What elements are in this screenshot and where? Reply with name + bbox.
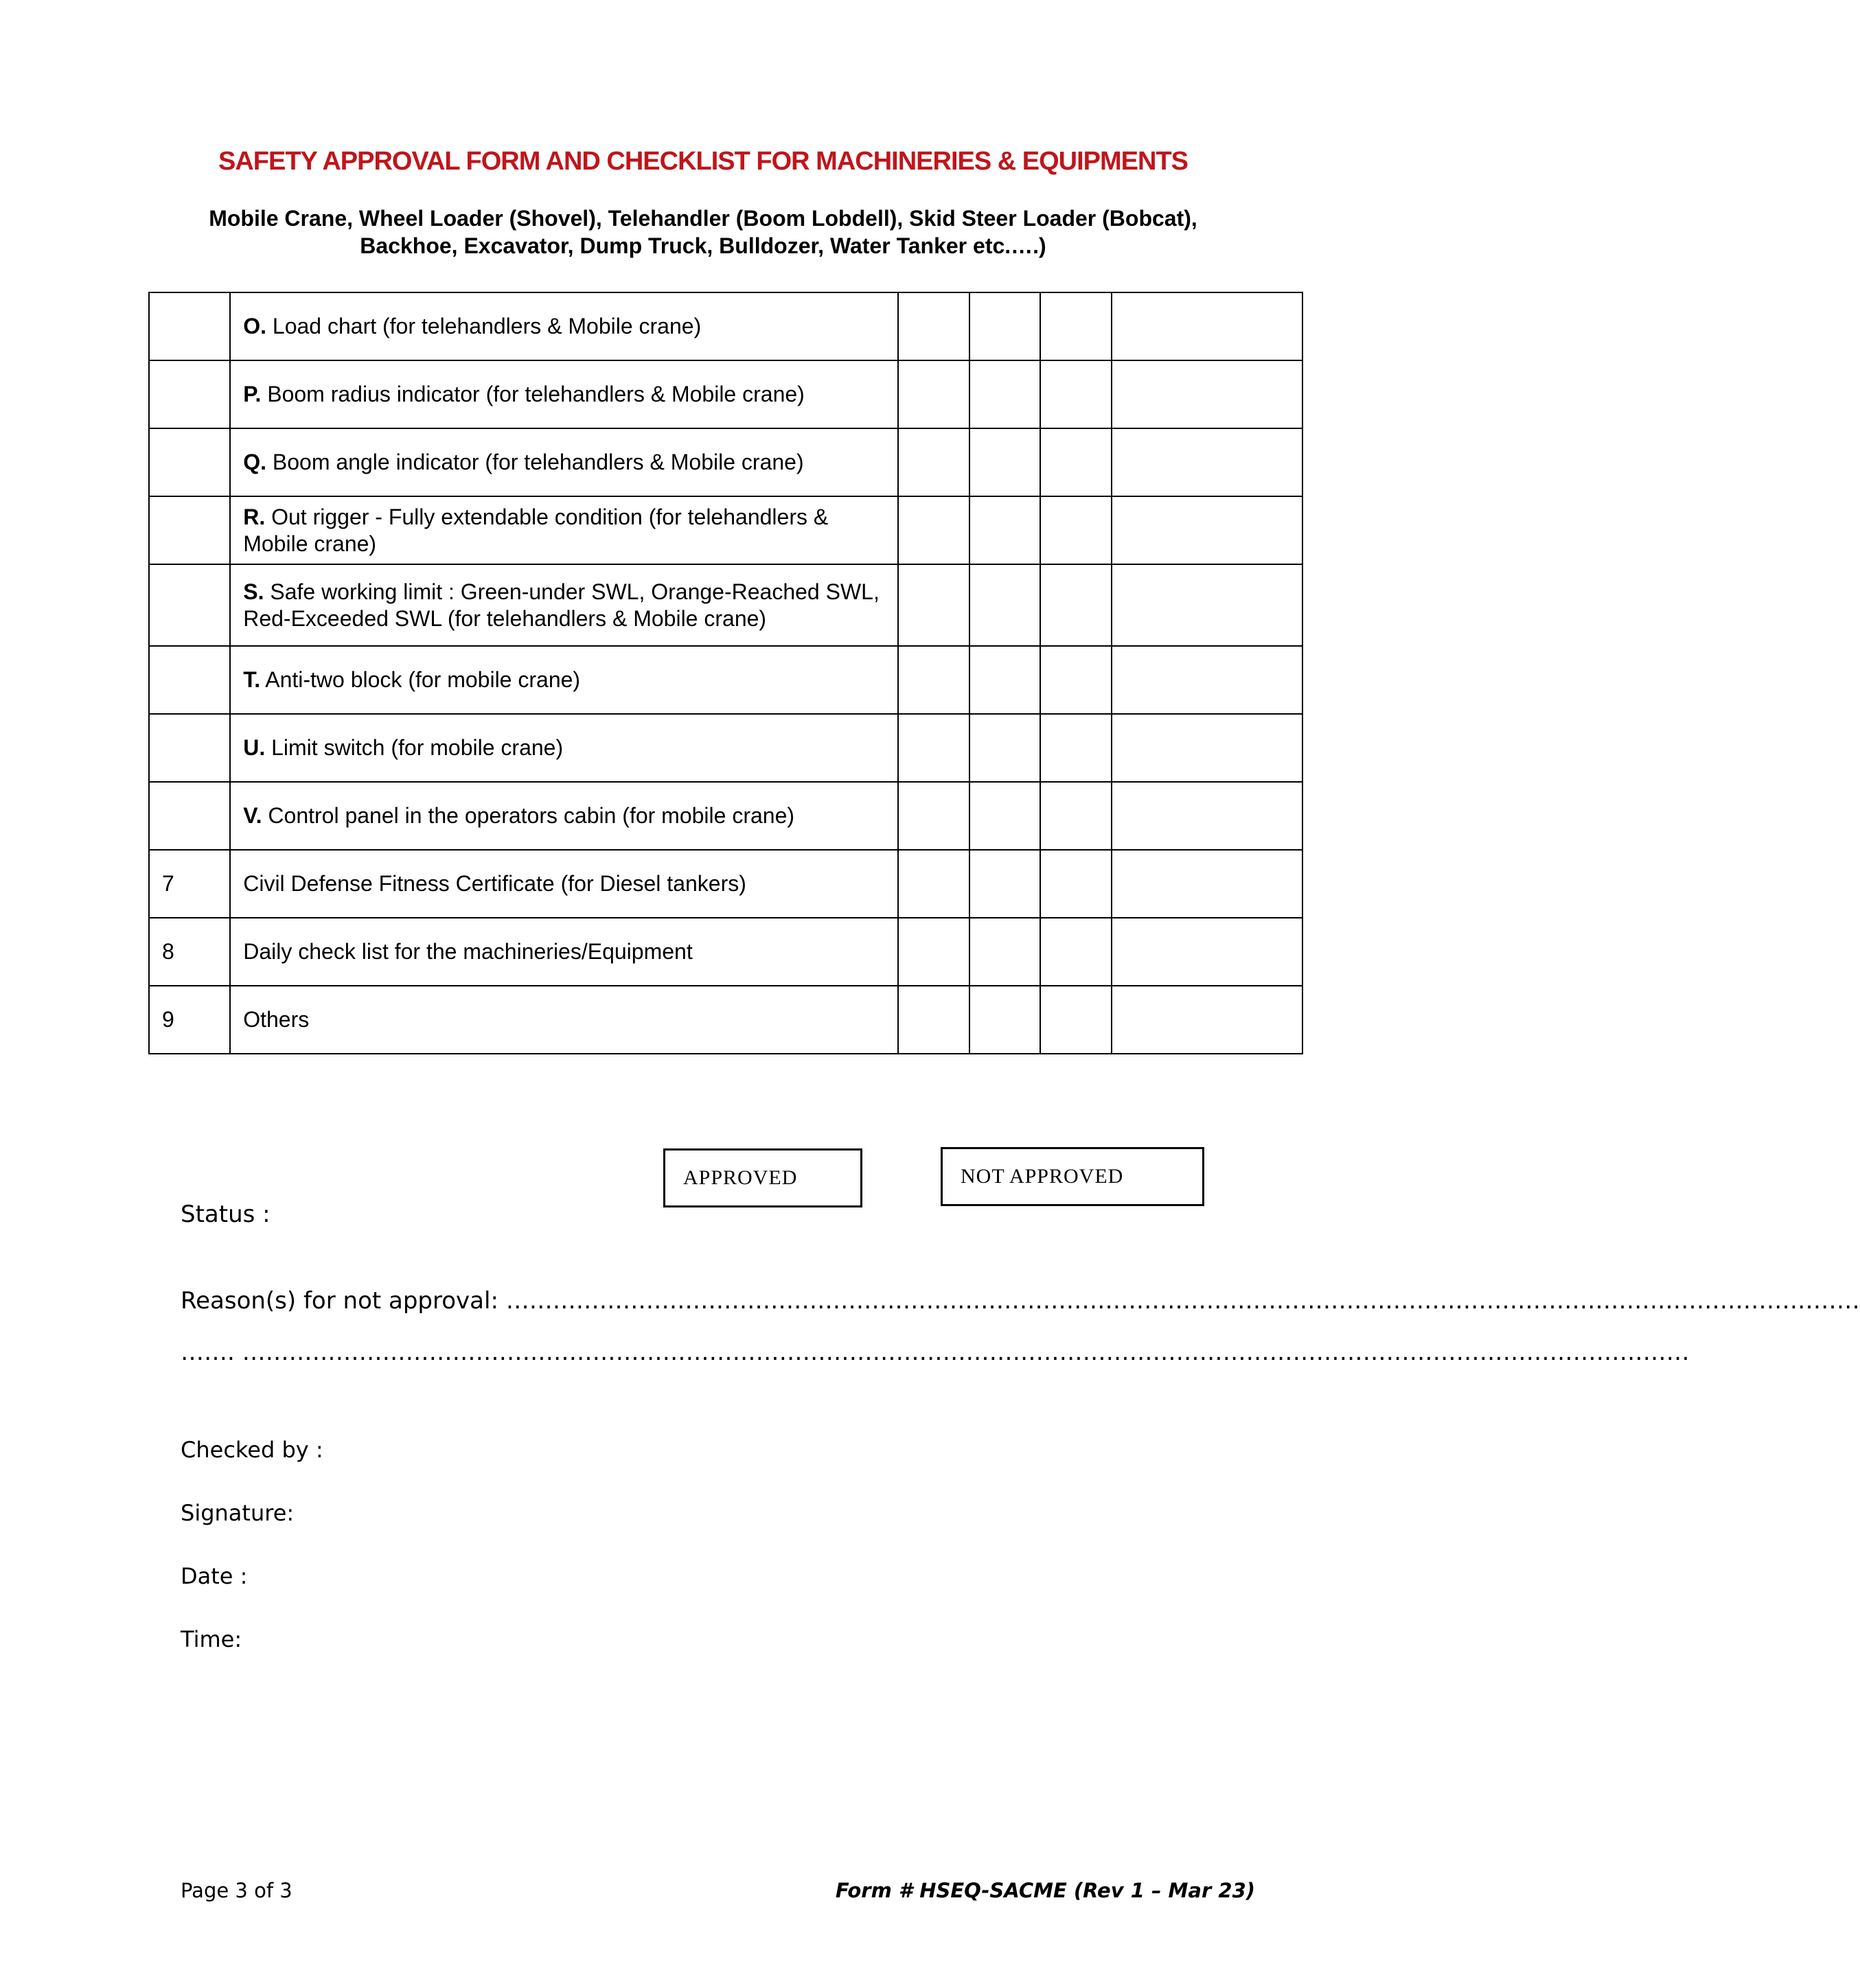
checklist-row bbox=[149, 292, 1302, 360]
checklist-row bbox=[149, 646, 1302, 714]
row-item bbox=[230, 292, 898, 360]
check-cell[interactable] bbox=[969, 714, 1041, 782]
checklist-row bbox=[149, 360, 1302, 428]
not-approved-label: NOT APPROVED bbox=[961, 1165, 1124, 1188]
row-number bbox=[149, 714, 230, 782]
item-text: Daily check list for the machineries/Equipment bbox=[243, 939, 693, 964]
row-item bbox=[230, 564, 898, 646]
item-letter: P. bbox=[243, 382, 262, 406]
item-letter: O. bbox=[243, 314, 266, 338]
status-label: Status : bbox=[181, 1201, 271, 1228]
checklist-row bbox=[149, 496, 1302, 564]
check-cell[interactable] bbox=[1040, 564, 1112, 646]
check-cell[interactable] bbox=[1040, 918, 1112, 986]
check-cell[interactable] bbox=[969, 496, 1041, 564]
check-cell[interactable] bbox=[898, 714, 969, 782]
checklist-row bbox=[149, 714, 1302, 782]
item-letter: R. bbox=[243, 504, 266, 529]
row-number: 7 bbox=[149, 850, 230, 918]
remarks-cell[interactable] bbox=[1112, 918, 1302, 986]
row-number bbox=[149, 564, 230, 646]
item-letter: T. bbox=[243, 667, 261, 692]
check-cell[interactable] bbox=[1040, 496, 1112, 564]
row-item bbox=[230, 986, 898, 1054]
row-item bbox=[230, 850, 898, 918]
check-cell[interactable] bbox=[898, 918, 969, 986]
check-cell[interactable] bbox=[1040, 714, 1112, 782]
time-field[interactable]: Time: bbox=[181, 1626, 242, 1652]
reason-dots-1: ………………………………………………………………………………………………………………………………………………………… bbox=[505, 1287, 1860, 1315]
remarks-cell[interactable] bbox=[1112, 782, 1302, 850]
item-text: Out rigger - Fully extendable condition (for telehandlers & Mobile crane) bbox=[243, 504, 829, 556]
check-cell[interactable] bbox=[1040, 360, 1112, 428]
reason-label: Reason(s) for not approval: bbox=[181, 1287, 506, 1315]
row-item bbox=[230, 782, 898, 850]
row-number: 8 bbox=[149, 918, 230, 986]
item-letter: V. bbox=[243, 803, 262, 828]
check-cell[interactable] bbox=[969, 360, 1041, 428]
row-number bbox=[149, 360, 230, 428]
row-item bbox=[230, 496, 898, 564]
check-cell[interactable] bbox=[969, 782, 1041, 850]
row-item bbox=[230, 428, 898, 496]
checklist-row bbox=[149, 918, 1302, 986]
subtitle-line-1: Mobile Crane, Wheel Loader (Shovel), Telehandler (Boom Lobdell), Skid Steer Loader (Bobcat), bbox=[209, 206, 1197, 231]
row-number bbox=[149, 496, 230, 564]
checklist-body bbox=[149, 292, 1302, 1054]
approved-label: APPROVED bbox=[683, 1166, 798, 1189]
item-text: Safe working limit : Green-under SWL, Orange-Reached SWL, Red-Exceeded SWL (for telehandlers & Mobile crane) bbox=[243, 579, 880, 631]
row-item bbox=[230, 360, 898, 428]
row-number bbox=[149, 646, 230, 714]
remarks-cell[interactable] bbox=[1112, 564, 1302, 646]
row-item bbox=[230, 714, 898, 782]
remarks-cell[interactable] bbox=[1112, 986, 1302, 1054]
approved-checkbox[interactable] bbox=[663, 1148, 862, 1207]
form-number: Form # HSEQ-SACME (Rev 1 – Mar 23) bbox=[835, 1879, 1255, 1902]
item-text: Control panel in the operators cabin (for mobile crane) bbox=[262, 803, 795, 828]
check-cell[interactable] bbox=[969, 918, 1041, 986]
reason-line-1[interactable] bbox=[181, 1287, 1860, 1315]
row-item bbox=[230, 918, 898, 986]
checked-by-field[interactable]: Checked by : bbox=[181, 1437, 323, 1463]
check-cell[interactable] bbox=[969, 986, 1041, 1054]
form-subtitle bbox=[0, 205, 1406, 259]
check-cell[interactable] bbox=[1040, 292, 1112, 360]
remarks-cell[interactable] bbox=[1112, 646, 1302, 714]
remarks-cell[interactable] bbox=[1112, 360, 1302, 428]
check-cell[interactable] bbox=[898, 782, 969, 850]
row-item bbox=[230, 646, 898, 714]
check-cell[interactable] bbox=[969, 564, 1041, 646]
check-cell[interactable] bbox=[969, 646, 1041, 714]
check-cell[interactable] bbox=[1040, 782, 1112, 850]
check-cell[interactable] bbox=[898, 292, 969, 360]
row-number bbox=[149, 428, 230, 496]
form-title: SAFETY APPROVAL FORM AND CHECKLIST FOR MACHINERIES & EQUIPMENTS bbox=[218, 147, 1189, 176]
check-cell[interactable] bbox=[898, 496, 969, 564]
remarks-cell[interactable] bbox=[1112, 292, 1302, 360]
page-number: Page 3 of 3 bbox=[181, 1879, 292, 1902]
remarks-cell[interactable] bbox=[1112, 850, 1302, 918]
reason-line-2[interactable]: ……. …………………………………………………………………………………………………………………………………………………………………… bbox=[181, 1339, 1690, 1366]
check-cell[interactable] bbox=[898, 646, 969, 714]
check-cell[interactable] bbox=[1040, 850, 1112, 918]
remarks-cell[interactable] bbox=[1112, 714, 1302, 782]
remarks-cell[interactable] bbox=[1112, 496, 1302, 564]
check-cell[interactable] bbox=[969, 428, 1041, 496]
remarks-cell[interactable] bbox=[1112, 428, 1302, 496]
checklist-row bbox=[149, 850, 1302, 918]
row-number bbox=[149, 782, 230, 850]
check-cell[interactable] bbox=[898, 850, 969, 918]
item-text: Limit switch (for mobile crane) bbox=[265, 735, 564, 760]
item-text: Others bbox=[243, 1007, 310, 1032]
item-letter: U. bbox=[243, 735, 266, 760]
check-cell[interactable] bbox=[898, 564, 969, 646]
check-cell[interactable] bbox=[898, 360, 969, 428]
signature-field[interactable]: Signature: bbox=[181, 1500, 295, 1526]
checklist-row bbox=[149, 782, 1302, 850]
row-number bbox=[149, 292, 230, 360]
check-cell[interactable] bbox=[1040, 646, 1112, 714]
item-text: Civil Defense Fitness Certificate (for Diesel tankers) bbox=[243, 871, 746, 896]
date-field[interactable]: Date : bbox=[181, 1563, 248, 1589]
item-text: Boom angle indicator (for telehandlers & Mobile crane) bbox=[266, 450, 804, 474]
item-letter: S. bbox=[243, 579, 264, 604]
item-letter: Q. bbox=[243, 450, 266, 474]
check-cell[interactable] bbox=[898, 986, 969, 1054]
check-cell[interactable] bbox=[969, 292, 1041, 360]
subtitle-line-2: Backhoe, Excavator, Dump Truck, Bulldozer, Water Tanker etc.….) bbox=[360, 233, 1046, 258]
checklist-row bbox=[149, 428, 1302, 496]
checklist-row bbox=[149, 986, 1302, 1054]
checklist-table bbox=[148, 292, 1303, 1054]
check-cell[interactable] bbox=[969, 850, 1041, 918]
checklist-row bbox=[149, 564, 1302, 646]
item-text: Boom radius indicator (for telehandlers & Mobile crane) bbox=[261, 382, 805, 406]
check-cell[interactable] bbox=[898, 428, 969, 496]
item-text: Anti-two block (for mobile crane) bbox=[260, 667, 581, 692]
check-cell[interactable] bbox=[1040, 986, 1112, 1054]
not-approved-checkbox[interactable] bbox=[941, 1147, 1204, 1206]
check-cell[interactable] bbox=[1040, 428, 1112, 496]
row-number: 9 bbox=[149, 986, 230, 1054]
item-text: Load chart (for telehandlers & Mobile crane) bbox=[266, 314, 702, 338]
